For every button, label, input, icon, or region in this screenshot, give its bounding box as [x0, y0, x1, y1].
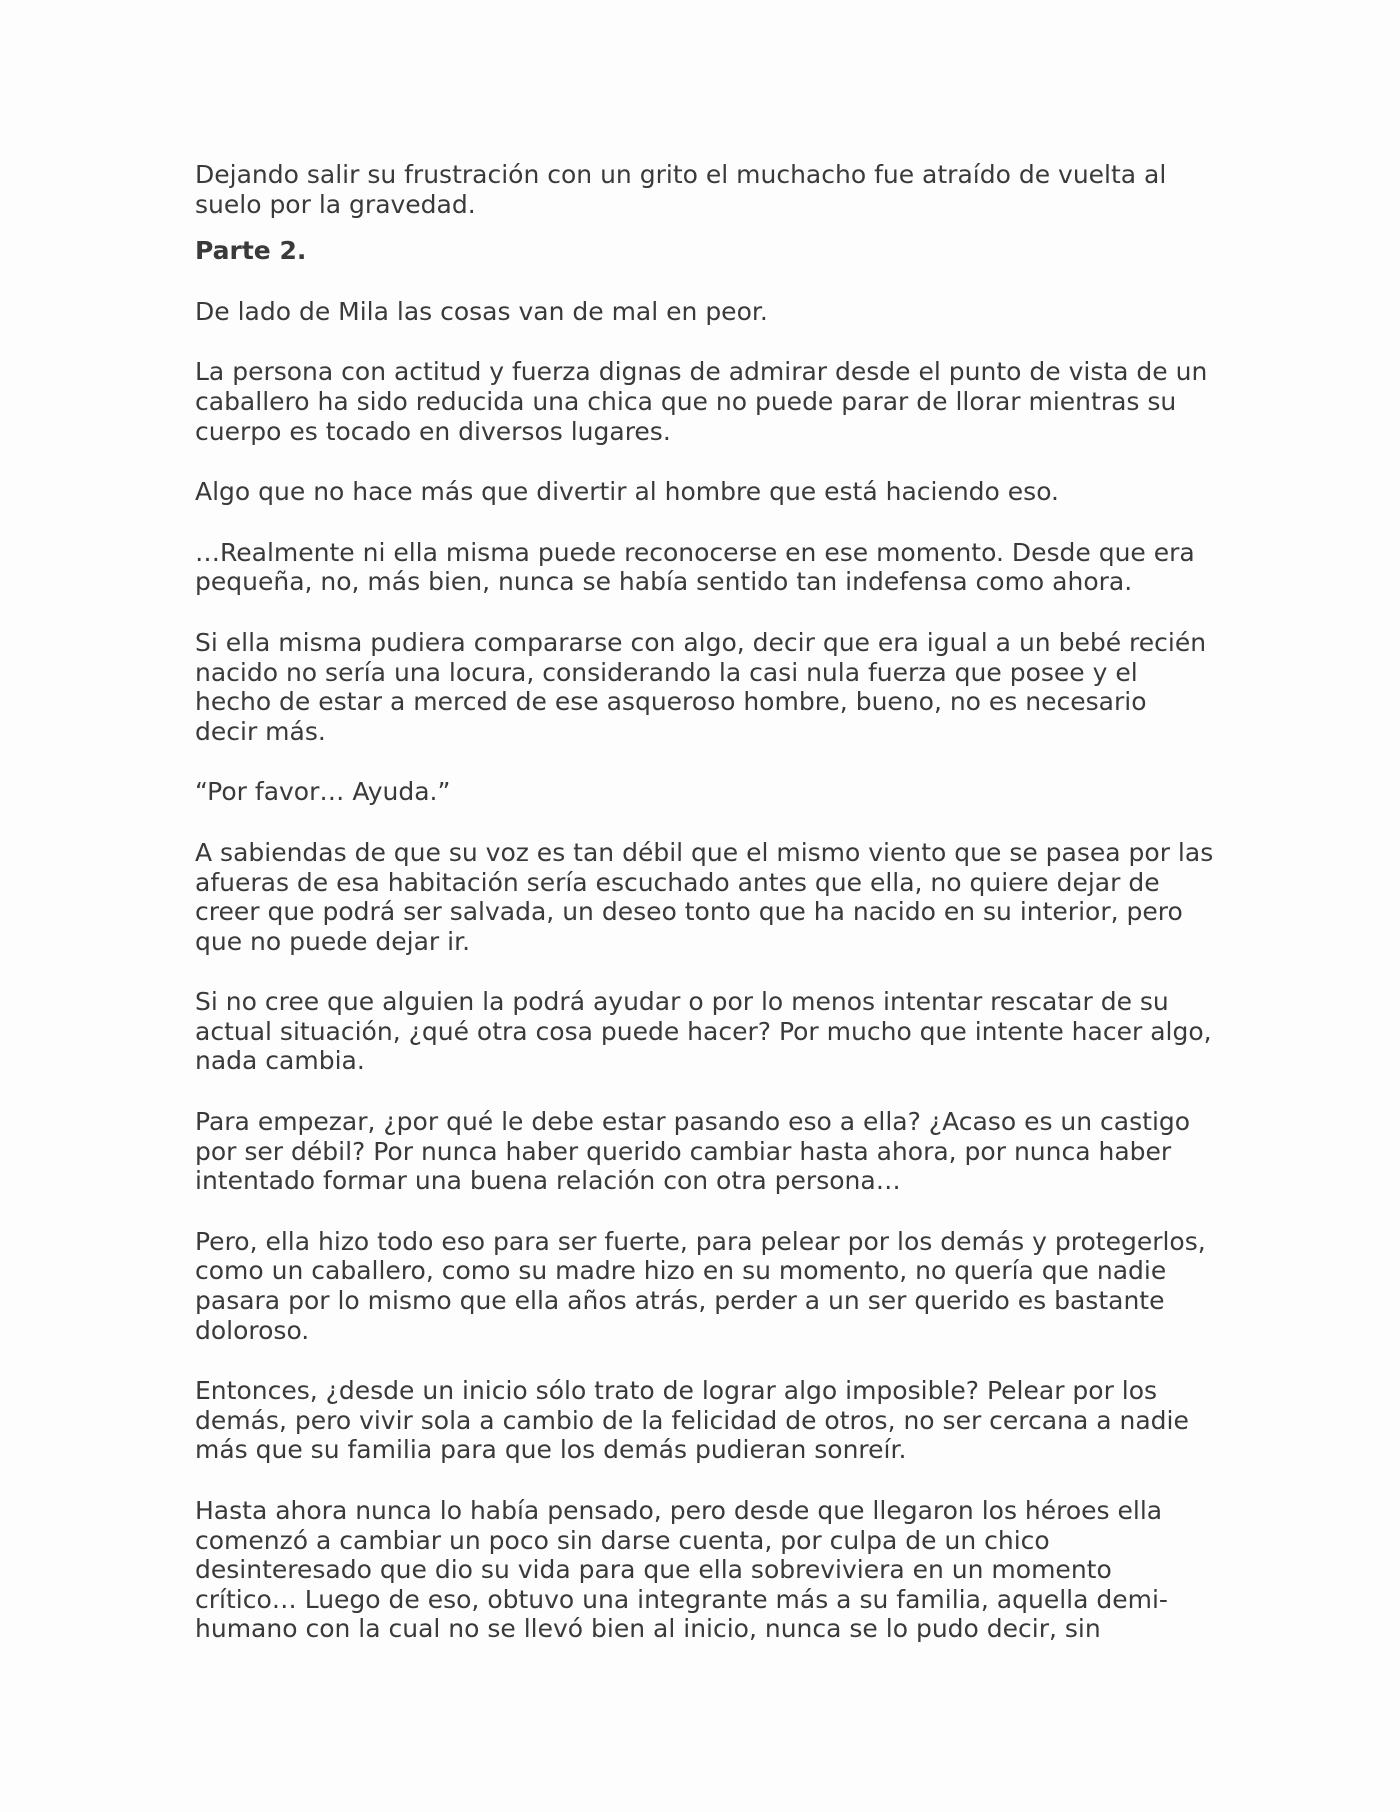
paragraph: “Por favor… Ayuda.” — [195, 777, 451, 807]
paragraph: De lado de Mila las cosas van de mal en peor. — [195, 296, 768, 326]
paragraph: Algo que no hace más que divertir al hombre que está haciendo eso. — [195, 477, 1060, 507]
paragraph: …Realmente ni ella misma puede reconocerse en ese momento. Desde que era pequeña, no, más bien, nunca se había sentido tan indefensa como ahora. — [195, 537, 1195, 597]
section-heading: Parte 2. — [195, 236, 307, 266]
paragraph: Pero, ella hizo todo eso para ser fuerte, para pelear por los demás y protegerlos, como un caballero, como su madre hizo en su momento, no quería que nadie pasara por lo mismo que ella años atrás, perder a un ser querido es bastante doloroso. — [195, 1226, 1206, 1345]
paragraph: Dejando salir su frustración con un grito el muchacho fue atraído de vuelta al suelo por la gravedad. — [195, 160, 1167, 219]
document-page — [195, 160, 1215, 1675]
paragraph: Entonces, ¿desde un inicio sólo trato de lograr algo imposible? Pelear por los demás, pero vivir sola a cambio de la felicidad de otros, no ser cercana a nadie más que su familia para que los demás pudieran sonreír. — [195, 1376, 1189, 1465]
paragraph: Para empezar, ¿por qué le debe estar pasando eso a ella? ¿Acaso es un castigo por ser débil? Por nunca haber querido cambiar hasta ahora, por nunca haber intentado formar una buena relación con otra persona… — [195, 1107, 1191, 1196]
paragraph: La persona con actitud y fuerza dignas de admirar desde el punto de vista de un caballero ha sido reducida una chica que no puede parar de llorar mientras su cuerpo es tocado en diversos lugares. — [195, 357, 1208, 446]
paragraph: Hasta ahora nunca lo había pensado, pero desde que llegaron los héroes ella comenzó a cambiar un poco sin darse cuenta, por culpa de un chico desinteresado que dio su vida para que ella sobreviviera en un momento crítico… Luego de eso, obtuvo una integrante más a su familia, aquella demi-humano con la cual no se llevó bien al inicio, nunca se lo pudo decir, sin — [195, 1496, 1168, 1644]
paragraph: Si ella misma pudiera compararse con algo, decir que era igual a un bebé recién nacido no sería una locura, considerando la casi nula fuerza que posee y el hecho de estar a merced de ese asqueroso hombre, bueno, no es necesario decir más. — [195, 627, 1207, 746]
paragraph: Si no cree que alguien la podrá ayudar o por lo menos intentar rescatar de su actual situación, ¿qué otra cosa puede hacer? Por mucho que intente hacer algo, nada cambia. — [195, 987, 1212, 1076]
paragraph: A sabiendas de que su voz es tan débil que el mismo viento que se pasea por las afueras de esa habitación sería escuchado antes que ella, no quiere dejar de creer que podrá ser salvada, un deseo tonto que ha nacido en su interior, pero que no puede dejar ir. — [195, 837, 1214, 956]
